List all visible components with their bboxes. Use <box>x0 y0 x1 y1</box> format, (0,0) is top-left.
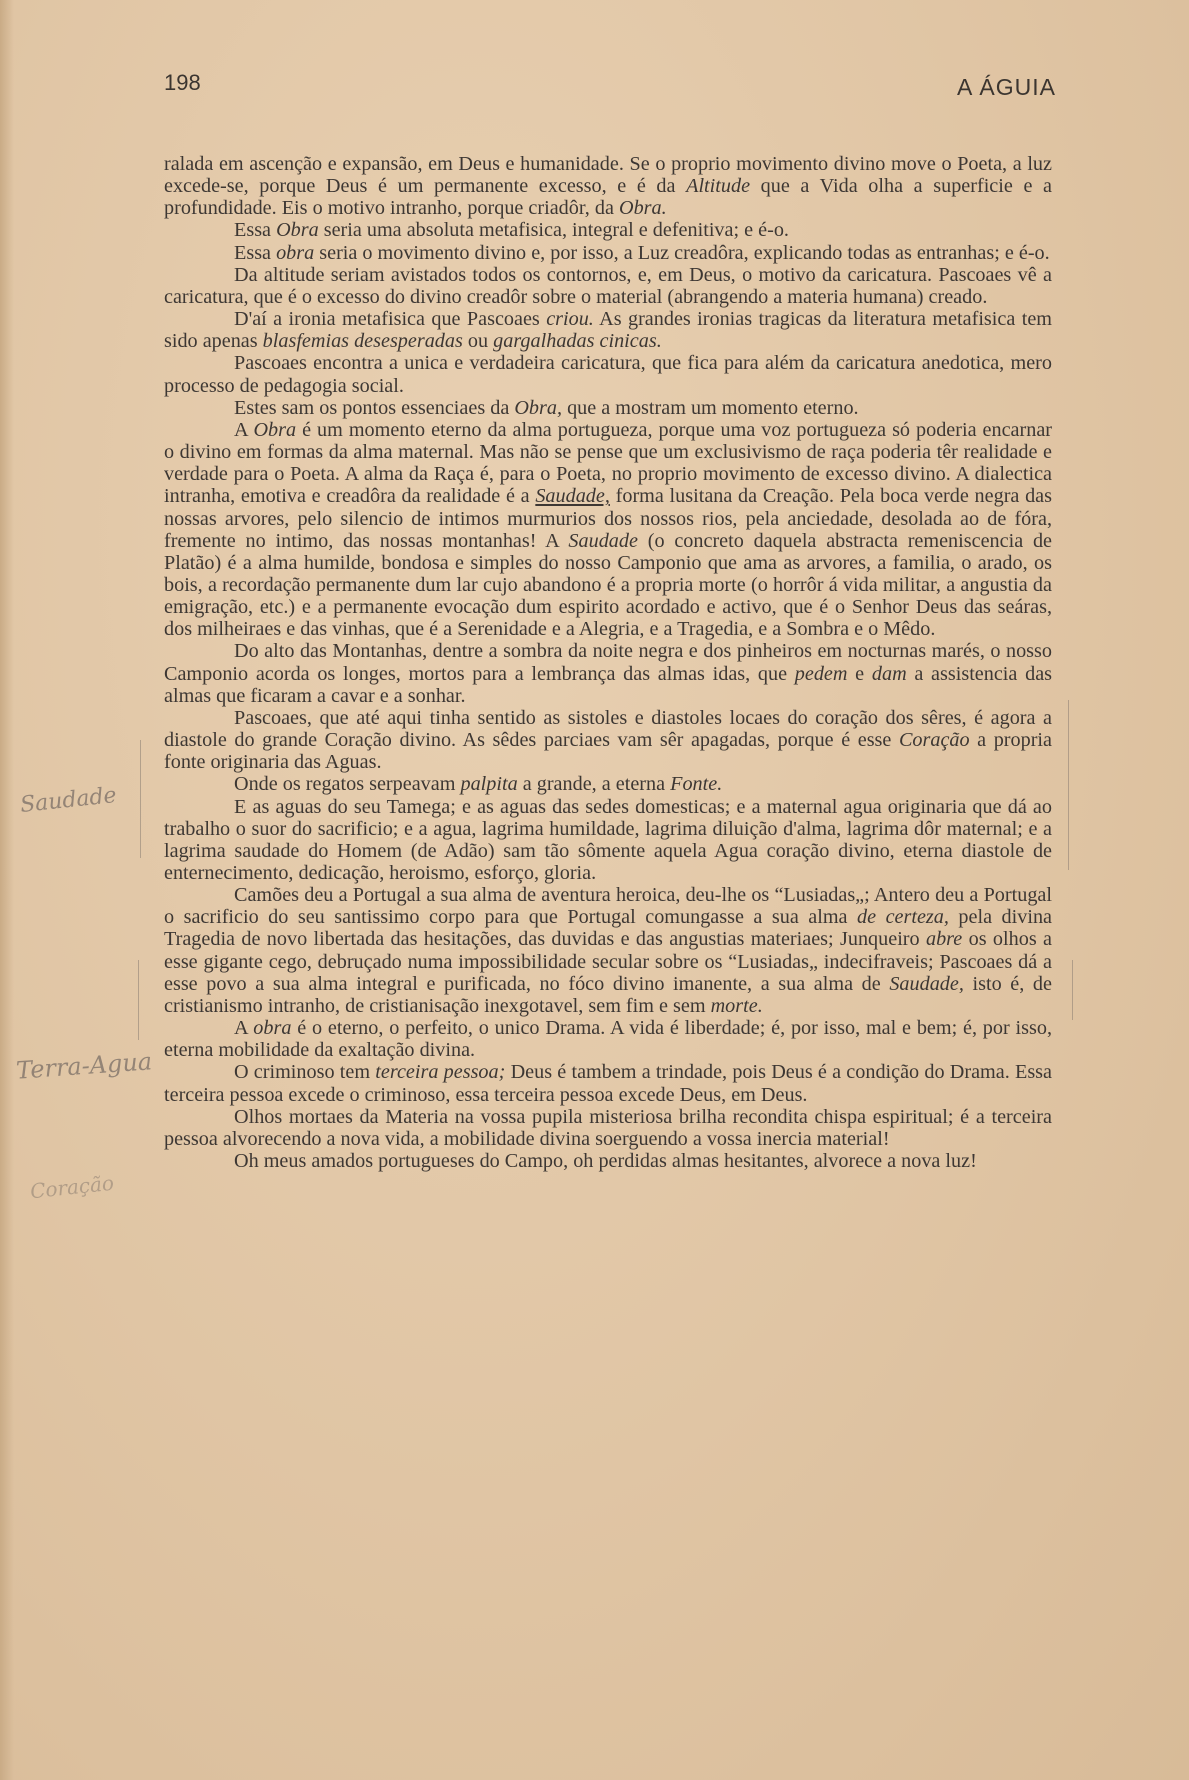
page-number: 198 <box>164 70 201 95</box>
paragraph: A obra é o eterno, o perfeito, o unico Drama. A vida é liberdade; é, por isso, mal e bem; é, por isso, eterna mobilidade da exaltação divina. <box>164 1017 1052 1062</box>
margin-bracket-line <box>1072 960 1073 1020</box>
page-header <box>164 70 1056 104</box>
article-body <box>164 153 1052 1172</box>
paragraph: E as aguas do seu Tamega; e as aguas das sedes domesticas; e a maternal agua originaria que dá ao trabalho o suor do sacrificio; e a agua, lagrima humildade, lagrima diluição d'alma, lagrima dôr maternal; e a lagrima saudade do Homem (de Adão) sam tão sômente aquela Agua coração divino, eterna diastole de enternecimento, dedicação, heroismo, esforço, gloria. <box>164 795 1052 884</box>
paragraph: Pascoaes, que até aqui tinha sentido as sistoles e diastoles locaes do coração dos sêres, é agora a diastole do grande Coração divino. As sêdes parciaes vam sêr apagadas, porque é esse Coração a propria fonte originaria das Aguas. <box>164 706 1052 774</box>
paragraph: A Obra é um momento eterno da alma portugueza, porque uma voz portugueza só poderia encarnar o divino em formas da alma maternal. Mas não se pense que um exclusivismo de raça poderia têr realidade e verdade para o Poeta. A alma da Raça é, para o Poeta, no proprio movimento de excesso divino. A dialectica intranha, emotiva e creadôra da realidade é a Saudade, forma lusitana da Creação. Pela boca verde negra das nossas arvores, pelo silencio de intimos murmurios dos nossos rios, pela anciedade, desolada ao de fóra, fremente no intimo, das nossas montanhas! A Saudade (o concreto daquela abstracta remeniscencia de Platão) é a alma humilde, bondosa e simples do nosso Camponio que ama as arvores, a familia, o arado, os bois, a recordação permanente dum lar cujo abandono é a propria morte (o horrôr á vida militar, a angustia da emigração, etc.) e a permanente evocação dum espirito acordado e activo, que é o Senhor Deus das seáras, dos milheiraes e das vinhas, que é a Serenidade e a Alegria, e a Tragedia, e a Sombra e o Mêdo. <box>164 418 1053 641</box>
page-edge-shadow <box>0 0 14 1780</box>
paragraph: Estes sam os pontos essenciaes da Obra, que a mostram um momento eterno. <box>234 396 859 419</box>
paragraph: D'aí a ironia metafisica que Pascoaes criou. As grandes ironias tragicas da literatura metafisica tem sido apenas blasfemias desesperadas ou gargalhadas cinicas. <box>164 308 1052 353</box>
paragraph: Essa Obra seria uma absoluta metafisica, integral e defenitiva; e é-o. <box>234 219 789 242</box>
handwritten-margin-note: Coração <box>28 1170 116 1204</box>
margin-bracket-line <box>140 740 141 858</box>
paragraph: ralada em ascenção e expansão, em Deus e humanidade. Se o proprio movimento divino move o Poeta, a luz excede-se, porque Deus é um permanente excesso, e é da Altitude que a Vida olha a superficie e a profundidade. Eis o motivo intranho, porque criadôr, da Obra. <box>164 153 1053 220</box>
running-title: A ÁGUIA <box>956 74 1056 100</box>
paragraph: Olhos mortaes da Materia na vossa pupila misteriosa brilha recondita chispa espiritual; é a terceira pessoa alvorecendo a nova vida, a mobilidade divina soerguendo a vossa inercia material! <box>164 1105 1052 1150</box>
paragraph: Essa obra seria o movimento divino e, por isso, a Luz creadôra, explicando todas as entranhas; e é-o. <box>234 241 1050 264</box>
paragraph: O criminoso tem terceira pessoa; Deus é tambem a trindade, pois Deus é a condição do Drama. Essa terceira pessoa excede o criminoso, essa terceira pessoa excede Deus, em Deus. <box>164 1061 1052 1106</box>
paragraph: Da altitude seriam avistados todos os contornos, e, em Deus, o motivo da caricatura. Pascoaes vê a caricatura, que é o excesso do divino creadôr sobre o material (abrangendo a materia humana) creado. <box>164 263 1052 308</box>
margin-bracket-line <box>138 960 139 1040</box>
handwritten-margin-note: Saudade <box>18 783 118 818</box>
paragraph: Oh meus amados portugueses do Campo, oh perdidas almas hesitantes, alvorece a nova luz! <box>234 1150 977 1173</box>
paragraph: Onde os regatos serpeavam palpita a grande, a eterna Fonte. <box>234 773 723 796</box>
handwritten-margin-note: Terra-Agua <box>15 1047 153 1085</box>
paragraph: Do alto das Montanhas, dentre a sombra da noite negra e dos pinheiros em nocturnas marés, o nosso Camponio acorda os longes, mortos para a lembrança das almas idas, que pedem e dam a assistencia das almas que ficaram a cavar e a sonhar. <box>164 640 1053 707</box>
paragraph: Pascoaes encontra a unica e verdadeira caricatura, que fica para além da caricatura anedotica, mero processo de pedagogia social. <box>164 352 1052 397</box>
margin-bracket-line <box>1068 700 1069 870</box>
paragraph: Camões deu a Portugal a sua alma de aventura heroica, deu-lhe os “Lusiadas„; Antero deu a Portugal o sacrificio do seu santissimo corpo para que Portugal comungasse a sua alma de certeza, pela divina Tragedia de novo libertada das hesitações, das duvidas e das angustias materiaes; Junqueiro abre os olhos a esse gigante cego, debruçado numa impossibilidade secular sobre os “Lusiadas„ indecifraveis; Pascoaes dá a esse povo a sua alma integral e purificada, no fóco divino imanente, a sua alma de Saudade, isto é, de cristianismo intranho, de cristianisação inexgotavel, sem fim e sem morte. <box>164 884 1052 1017</box>
